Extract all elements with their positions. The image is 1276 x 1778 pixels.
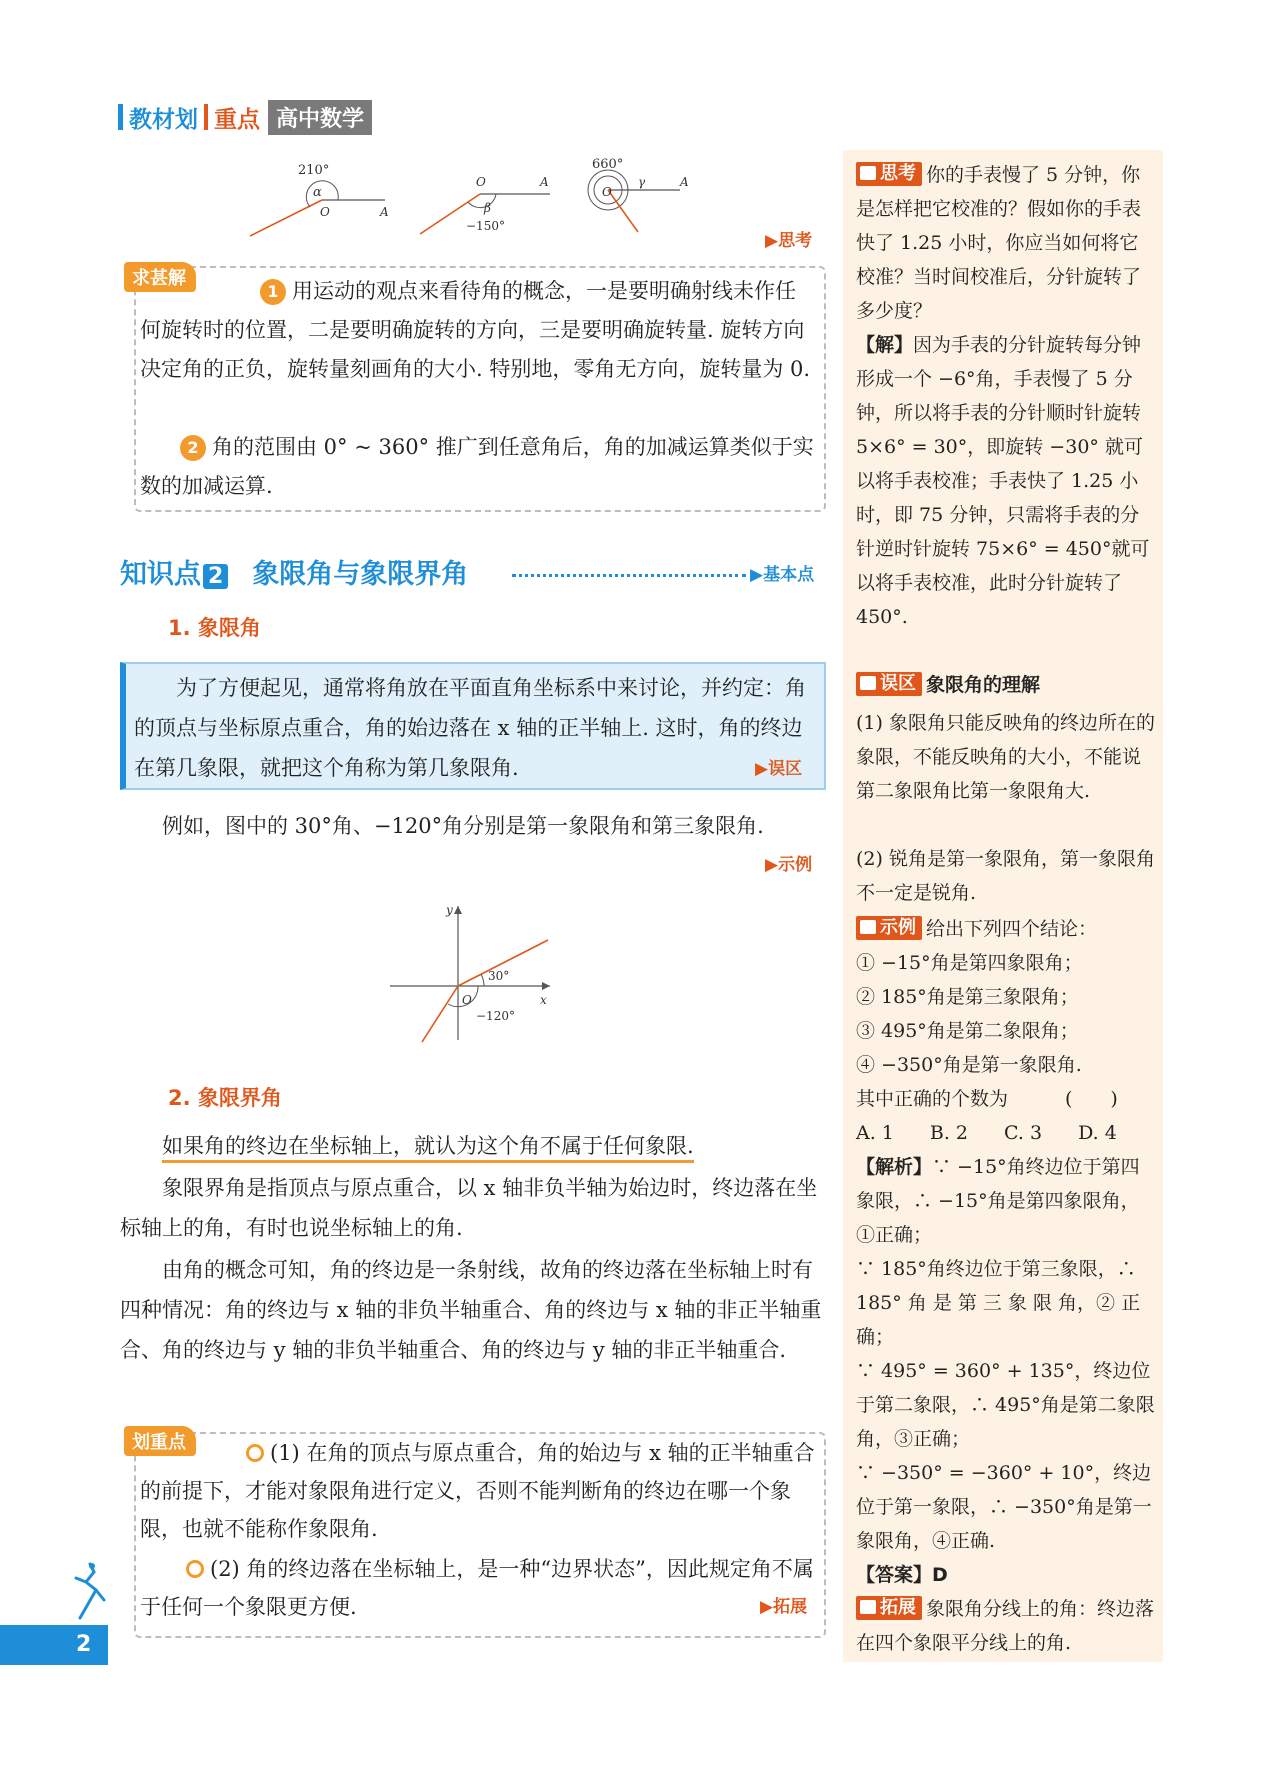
sidebar-shili [856,912,1156,946]
sec2-p1-text: 如果角的终边在坐标轴上，就认为这个角不属于任何象限. [162,1134,694,1163]
coord-y: y [446,903,453,917]
page-header [118,100,372,134]
qiu-p1-number: 1 [260,279,286,305]
qiu-box-p2 [140,428,816,506]
figure-660-degree [588,157,689,232]
figure-neg150-degree [420,175,550,234]
wuqu-tag [856,672,922,696]
jiexi-label: 【解析】 [856,1156,933,1178]
shili-question: 其中正确的个数为 ( ) [856,1088,1118,1110]
fig3-a: A [680,175,689,189]
kp2-heading [120,552,468,591]
coord-neg120: −120° [476,1009,515,1023]
target-icon [246,1444,264,1462]
kp2-number: 2 [203,564,228,589]
kp2-tag: ▶基本点 [750,565,815,585]
sec2-title: 2. 象限界角 [168,1086,282,1110]
figure-210-degree [250,163,389,236]
qiu-box-p1 [140,272,816,389]
wuqu-title: 象限角的理解 [926,674,1041,696]
fig3-o: O [602,185,612,199]
warning-icon [860,676,876,690]
kp2-dotted-line [512,574,746,577]
qiu-box-tag: 求甚解 [124,262,196,292]
fig1-a: A [380,205,389,219]
hua-p2-text: (2) 角的终边落在坐标轴上，是一种“边界状态”，因此规定角不属于任何一个象限更方便. [140,1557,814,1619]
kp2-title: 知识点 [120,559,201,590]
sec2-p3: 由角的概念可知，角的终边是一条射线，故角的终边落在坐标轴上时有四种情况：角的终边与 x 轴的非负半轴重合、角的终边与 x 轴的非正半轴重合、角的终边与 y 轴的非负半轴重合、角的终边与 y 轴的非正半轴重合. [120,1258,822,1362]
page-number: 2 [0,1625,108,1665]
coord-30: 30° [488,969,510,983]
sidebar-tuozhan [856,1592,1156,1660]
header-bar [118,104,123,130]
fig1-greek: α [313,185,322,200]
jiexi-2: ∵ 185°角终边位于第三象限，∴ 185° 角 是 第 三 象 限 角，② 正确； [856,1258,1141,1348]
jiexi-4: ∵ −350° = −360° + 10°，终边位于第一象限，∴ −350°角是第一象限角，④正确. [856,1462,1152,1552]
shili-item-1: ① −15°角是第四象限角； [856,952,1083,974]
sidebar-sikao-answer [856,328,1156,634]
jiexi-1 [856,1150,1156,1252]
header-brand-b: 重点 [214,106,260,133]
fig2-a: A [540,175,549,189]
jiexi-3: ∵ 495° = 360° + 135°，终边位于第二象限，∴ 495°角是第二象限角，③正确； [856,1360,1155,1450]
sidebar-wuqu [856,668,1156,702]
fig3-greek: γ [638,175,646,189]
wuqu-p1: (1) 象限角只能反映角的终边所在的象限，不能反映角的大小，不能说第二象限角比第一象限角大. [856,712,1155,802]
jiexi-1-text: ∵ −15°角终边位于第四象限，∴ −15°角是第四象限角，①正确； [856,1156,1140,1246]
sec2-p1 [120,1126,826,1166]
fig3-angle: 660° [592,157,624,172]
label-tuozhan: ▶拓展 [760,1597,808,1617]
coordinate-figure [380,900,560,1050]
option-b: B. 2 [929,1122,969,1144]
target-icon [186,1560,204,1578]
fig1-o: O [320,205,330,219]
sikao-tag-label: 思考 [880,163,916,184]
shili-item-3: ③ 495°角是第二象限角； [856,1020,1079,1042]
option-a: A. 1 [856,1122,894,1144]
wuqu-p2: (2) 锐角是第一象限角，第一象限角不一定是锐角. [856,848,1155,904]
coord-o: O [462,993,472,1007]
runner-icon [70,1560,110,1622]
header-subject: 高中数学 [268,100,372,135]
option-d: D. 4 [1078,1122,1117,1144]
shili-tag [856,916,922,940]
hua-p1-text: (1) 在角的顶点与原点重合，角的始边与 x 轴的正半轴重合的前提下，才能对象限角进行定义，否则不能判断角的终边在哪一个象限，也就不能称作象限角. [140,1441,815,1541]
shili-item-2: ② 185°角是第三象限角； [856,986,1079,1008]
hua-box-tag: 划重点 [124,1426,196,1456]
shili-item-4: ④ −350°角是第一象限角. [856,1054,1082,1076]
angle-figures [240,150,710,250]
kp2-name: 象限角与象限界角 [252,559,469,590]
answer: 【答案】D [856,1564,948,1586]
sec1-title: 1. 象限角 [168,616,261,640]
header-brand-a: 教材划 [129,106,198,133]
hua-box-p1 [140,1434,816,1548]
think-icon [860,166,876,180]
option-c: C. 3 [1004,1122,1043,1144]
tuozhan-text: 象限角分线上的角：终边落在四个象限平分线上的角. [856,1598,1155,1654]
sikao-question: 你的手表慢了 5 分钟，你是怎样把它校准的？假如你的手表快了 1.25 小时，你应当如何将它校准？当时间校准后，分针旋转了多少度？ [856,164,1142,322]
sec2-p2: 象限界角是指顶点与原点重合，以 x 轴非负半轴为始边时，终边落在坐标轴上的角，有时也说坐标轴上的角. [120,1176,818,1240]
shili-options [856,1116,1156,1150]
sikao-answer: 因为手表的分针旋转每分钟形成一个 −6°角，手表慢了 5 分钟，所以将手表的分针顺时针旋转 5×6° = 30°，即旋转 −30° 就可以将手表校准；手表快了 1.25 小时，即 75 分钟，只需将手表的分针逆时针旋转 75×6° = 450°就可以将手表校准，此时分针旋转了 450°. [856,334,1150,628]
definition-text: 为了方便起见，通常将角放在平面直角坐标系中来讨论，并约定：角的顶点与坐标原点重合，角的始边落在 x 轴的正半轴上. 这时，角的终边在第几象限，就把这个角称为第几象限角. [134,676,806,780]
sidebar-sikao [856,158,1156,328]
label-sikao: ▶思考 [765,231,813,251]
definition-tag: ▶误区 [755,759,803,779]
sikao-answer-label: 【解】 [856,334,914,356]
wuqu-tag-label: 误区 [880,673,916,694]
hua-box-p2 [140,1550,816,1626]
fig2-angle: −150° [466,219,505,233]
shili-tag-label: 示例 [880,917,916,938]
sikao-tag [856,162,922,186]
qiu-p2-number: 2 [180,435,206,461]
shili-intro: 给出下列四个结论： [926,918,1098,940]
tuozhan-tag-label: 拓展 [880,1597,916,1618]
expand-icon [860,1600,876,1614]
coord-x: x [540,993,547,1007]
tuozhan-tag [856,1596,922,1620]
qiu-p2-text: 角的范围由 0° ~ 360° 推广到任意角后，角的加减运算类似于实数的加减运算. [140,435,814,498]
fig2-greek: β [484,201,491,215]
fig1-angle: 210° [298,163,330,178]
fig2-o: O [476,175,486,189]
qiu-p1-text: 用运动的观点来看待角的概念，一是要明确射线未作任何旋转时的位置，二是要明确旋转的方向，三是要明确旋转量. 旋转方向决定角的正负，旋转量刻画角的大小. 特别地，零角无方向，旋转量为 0. [140,279,811,381]
document-icon [860,920,876,934]
label-shili: ▶示例 [765,855,813,875]
example-line: 例如，图中的 30°角、−120°角分别是第一象限角和第三象限角. [162,814,764,838]
header-separator [204,104,208,130]
